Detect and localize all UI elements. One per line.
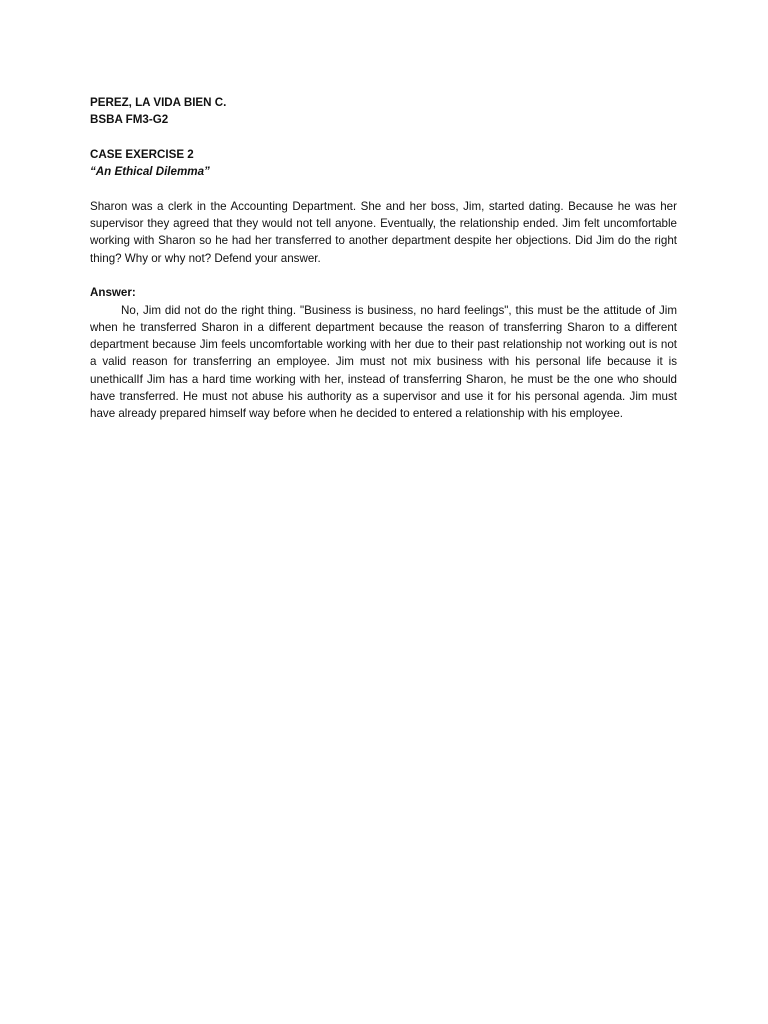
case-label: CASE EXERCISE 2 xyxy=(90,147,194,161)
case-question: Sharon was a clerk in the Accounting Department. She and her boss, Jim, started dating. Because he was her supervisor they agreed that they would not tell anyone. Eventually, the relationship ended. Jim felt uncomfortable working with Sharon so he had her transferred to another department despite her objections. Did Jim do the right thing? Why or why not? Defend your answer. xyxy=(90,199,677,265)
student-section: BSBA FM3-G2 xyxy=(90,113,169,127)
case-heading xyxy=(90,146,677,181)
case-title: “An Ethical Dilemma” xyxy=(90,165,210,179)
answer-text: No, Jim did not do the right thing. "Business is business, no hard feelings", this must be the attitude of Jim when he transferred Sharon in a different department because the reason of transferring Sharon to a different department because Jim feels uncomfortable working with her due to their past relationship not working out is not a valid reason for transferring an employee. Jim must not mix business with his personal life because it is unethicalIf Jim has a hard time working with her, instead of transferring Sharon, he must be the one who should have transferred. He must not abuse his authority as a supervisor and use it for his personal agenda. Jim must have already prepared himself way before when he decided to entered a relationship with his employee. xyxy=(90,303,677,421)
student-info xyxy=(90,94,677,129)
answer-label: Answer: xyxy=(90,286,136,300)
student-name: PEREZ, LA VIDA BIEN C. xyxy=(90,96,227,109)
document-body xyxy=(90,94,677,423)
